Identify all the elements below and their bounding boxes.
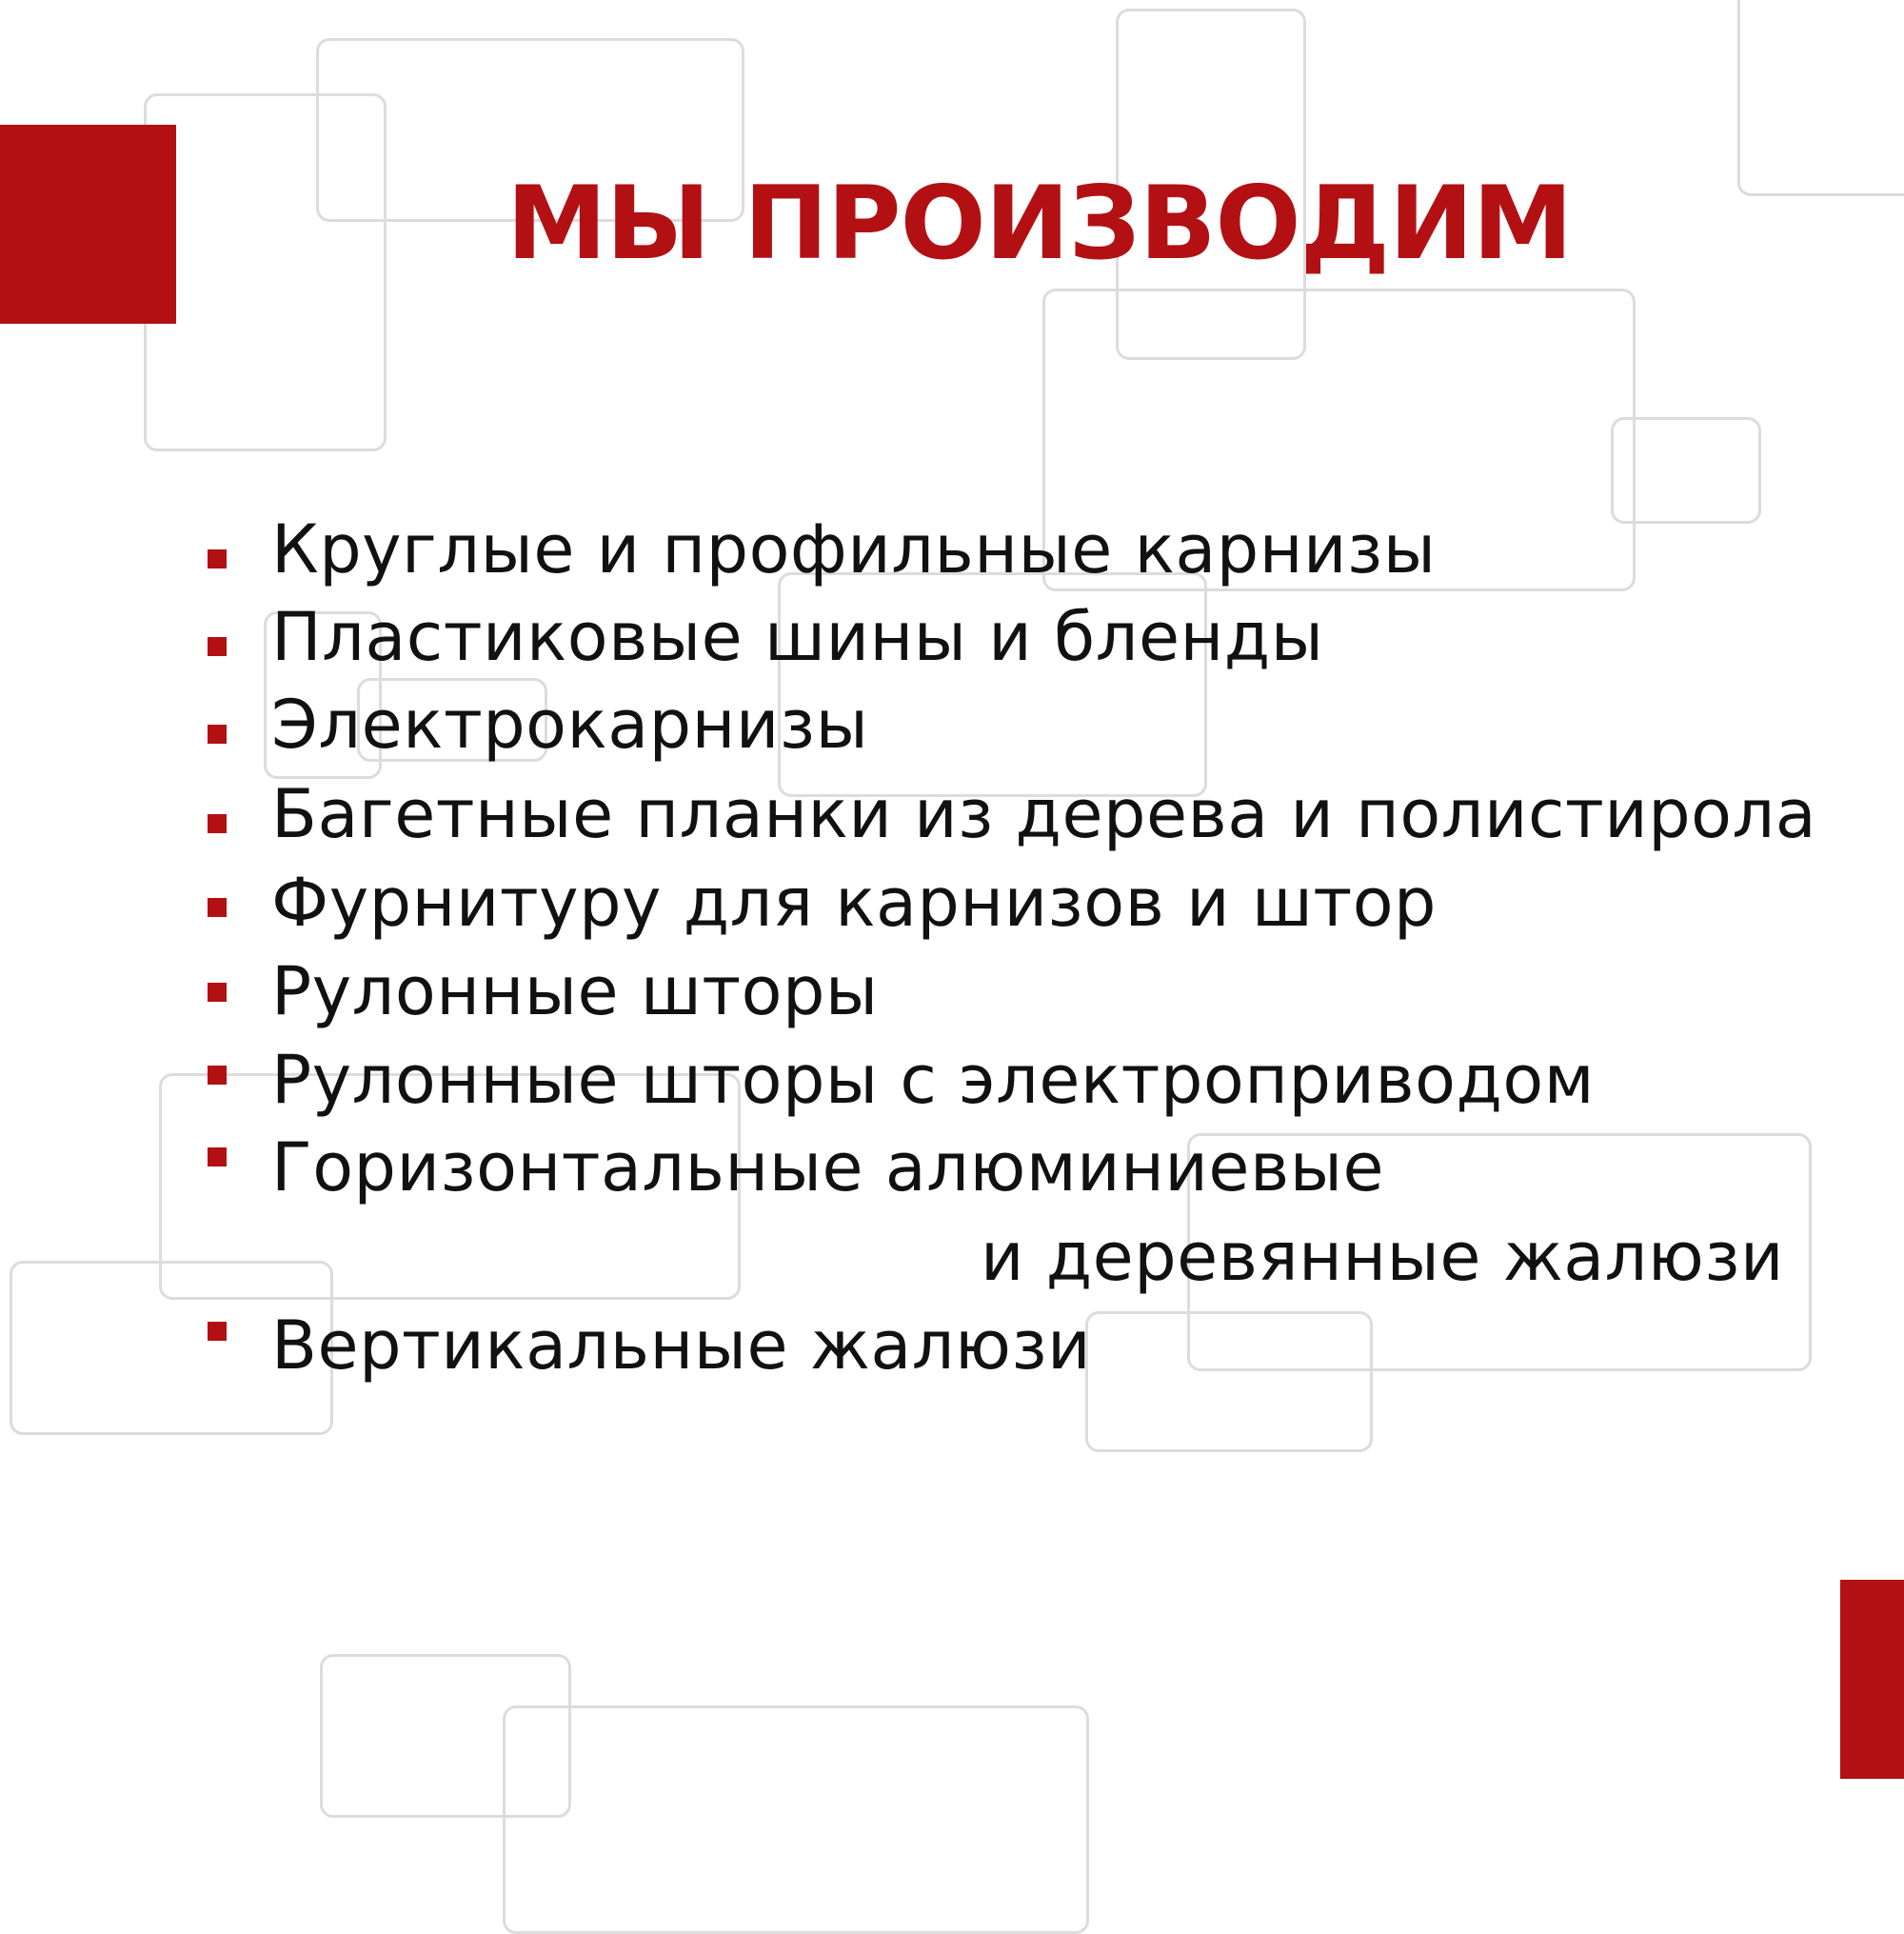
- list-item: [0, 682, 1904, 768]
- list-item-text: Рулонные шторы с электроприводом: [271, 1041, 1596, 1119]
- list-item-text: Электрокарнизы: [271, 686, 869, 764]
- list-item: [0, 1125, 1904, 1210]
- list-item-text: Багетные планки из дерева и полистирола: [271, 775, 1817, 853]
- bullet-square-icon: [208, 898, 227, 917]
- page-title: МЫ ПРОИЗВОДИМ: [506, 165, 1573, 282]
- list-item: [0, 507, 1904, 592]
- list-item-text: Фурнитуру для карнизов и штор: [271, 864, 1437, 942]
- list-item-text: Вертикальные жалюзи: [271, 1306, 1092, 1385]
- list-item: [0, 1303, 1904, 1388]
- list-item: [0, 771, 1904, 857]
- bullet-square-icon: [208, 637, 227, 656]
- decorative-frame: [144, 93, 387, 451]
- list-item: [0, 594, 1904, 680]
- list-item-text: Горизонтальные алюминиевые: [271, 1128, 1385, 1206]
- list-item-continuation-text: и деревянные жалюзи: [981, 1218, 1785, 1296]
- accent-block-bottom-right: [1840, 1580, 1904, 1779]
- decorative-frame: [503, 1705, 1089, 1934]
- list-item: [0, 1037, 1904, 1123]
- bullet-square-icon: [208, 1322, 227, 1341]
- list-item-text: Круглые и профильные карнизы: [271, 510, 1437, 588]
- bullet-square-icon: [208, 1066, 227, 1085]
- bullet-square-icon: [208, 725, 227, 744]
- bullet-square-icon: [208, 983, 227, 1002]
- accent-block-top-left: [0, 125, 176, 324]
- bullet-square-icon: [208, 1147, 227, 1166]
- list-item-continuation: [0, 1214, 1904, 1300]
- bullet-square-icon: [208, 814, 227, 833]
- list-item-text: Пластиковые шины и бленды: [271, 598, 1324, 676]
- list-item: [0, 948, 1904, 1034]
- list-item: [0, 860, 1904, 946]
- decorative-frame: [1737, 0, 1904, 196]
- list-item-text: Рулонные шторы: [271, 952, 879, 1030]
- bullet-square-icon: [208, 549, 227, 568]
